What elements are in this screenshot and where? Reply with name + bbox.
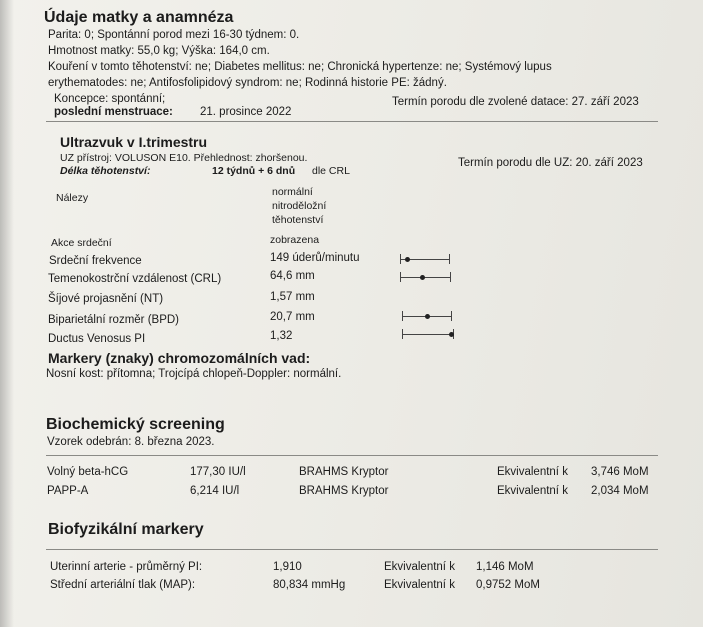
range-marker [402, 328, 454, 340]
range-marker [402, 310, 452, 322]
range-line [400, 277, 451, 278]
biophys-row-equiv-label: Ekvivalentní k [384, 561, 455, 573]
biochem-row-mom: 3,746 MoM [591, 466, 649, 478]
due-date-by-ultrasound: Termín porodu dle UZ: 20. září 2023 [458, 157, 643, 169]
range-tick [400, 254, 401, 264]
page-shadow [0, 0, 14, 627]
us-row-label: Akce srdeční [51, 237, 112, 249]
ultrasound-section-title: Ultrazvuk v I.trimestru [60, 134, 208, 150]
biochem-row-name: PAPP-A [47, 485, 89, 497]
range-dot [405, 257, 410, 262]
last-period-label: poslední menstruace: [54, 106, 173, 118]
chromosomal-markers-title: Markery (znaky) chromozomálních vad: [48, 350, 311, 366]
last-period-value: 21. prosince 2022 [200, 106, 292, 118]
range-tick [400, 272, 401, 282]
biophys-row-value: 1,910 [273, 561, 302, 573]
range-line [402, 334, 454, 335]
findings-value-line-3: těhotenství [272, 214, 324, 226]
gestational-age-method: dle CRL [312, 165, 350, 177]
range-dot [420, 275, 425, 280]
findings-value-line-2: nitroděložní [272, 200, 327, 212]
ultrasound-device-line: UZ přístroj: VOLUSON E10. Přehlednost: zhoršenou. [60, 152, 308, 164]
biochem-row-equiv-label: Ekvivalentní k [497, 485, 568, 497]
us-row-label: Temenokostrční vzdálenost (CRL) [48, 273, 222, 285]
biophys-row-mom: 0,9752 MoM [476, 579, 540, 591]
section-divider [46, 121, 658, 122]
maternal-section-title: Údaje matky a anamnéza [44, 9, 234, 26]
us-row-value: 1,57 mm [270, 291, 315, 303]
biochem-sample-date: Vzorek odebrán: 8. března 2023. [47, 436, 215, 448]
us-row-value: 20,7 mm [270, 311, 315, 323]
biophys-row-name: Střední arteriální tlak (MAP): [50, 579, 196, 591]
us-row-value: 64,6 mm [270, 270, 315, 282]
range-marker [400, 253, 450, 265]
parity-line: Parita: 0; Spontánní porod mezi 16-30 týdnem: 0. [48, 29, 300, 41]
gestational-age-label: Délka těhotenství: [60, 165, 151, 177]
weight-height-line: Hmotnost matky: 55,0 kg; Výška: 164,0 cm. [48, 45, 270, 57]
us-row-value: 1,32 [270, 330, 293, 342]
findings-label: Nálezy [56, 192, 89, 204]
chromosomal-markers-text: Nosní kost: přítomna; Trojcípá chlopeň-Doppler: normální. [46, 368, 342, 380]
biochem-row-name: Volný beta-hCG [47, 466, 129, 478]
biophys-row-mom: 1,146 MoM [476, 561, 534, 573]
biochem-row-method: BRAHMS Kryptor [299, 485, 389, 497]
us-row-label: Biparietální rozměr (BPD) [48, 314, 180, 326]
conception-line: Koncepce: spontánní; [54, 93, 166, 105]
due-date-by-dates: Termín porodu dle zvolené datace: 27. září 2023 [392, 96, 639, 108]
biophys-row-name: Uterinní arterie - průměrný PI: [50, 561, 203, 573]
biochem-row-mom: 2,034 MoM [591, 485, 649, 497]
biochem-row-method: BRAHMS Kryptor [299, 466, 389, 478]
range-tick [402, 329, 403, 339]
range-tick [449, 254, 450, 264]
range-dot [449, 332, 454, 337]
us-row-label: Šíjové projasnění (NT) [48, 293, 164, 305]
biochem-section-title: Biochemický screening [46, 416, 225, 433]
section-divider [46, 549, 658, 550]
risk-factors-line-2: erythematodes: ne; Antifosfolipidový syndrom: ne; Rodinná historie PE: žádný. [48, 77, 447, 89]
range-tick [450, 272, 451, 282]
range-dot [425, 314, 430, 319]
range-marker [400, 271, 451, 283]
range-tick [451, 311, 452, 321]
biophys-row-equiv-label: Ekvivalentní k [384, 579, 455, 591]
us-row-value: 149 úderů/minutu [270, 252, 360, 264]
us-row-label: Ductus Venosus PI [48, 333, 146, 345]
range-tick [402, 311, 403, 321]
biophys-row-value: 80,834 mmHg [273, 579, 346, 591]
biochem-row-equiv-label: Ekvivalentní k [497, 466, 568, 478]
findings-value-line-1: normální [272, 186, 313, 198]
us-row-value: zobrazena [270, 234, 320, 246]
biochem-row-value: 177,30 IU/l [190, 466, 246, 478]
biochem-row-value: 6,214 IU/l [190, 485, 240, 497]
section-divider [46, 455, 658, 456]
biophys-section-title: Biofyzikální markery [48, 521, 204, 538]
risk-factors-line-1: Kouření v tomto těhotenství: ne; Diabetes mellitus: ne; Chronická hypertenze: ne; Systémový lupus [48, 61, 552, 73]
gestational-age-value: 12 týdnů + 6 dnů [212, 165, 296, 177]
us-row-label: Srdeční frekvence [49, 255, 142, 267]
